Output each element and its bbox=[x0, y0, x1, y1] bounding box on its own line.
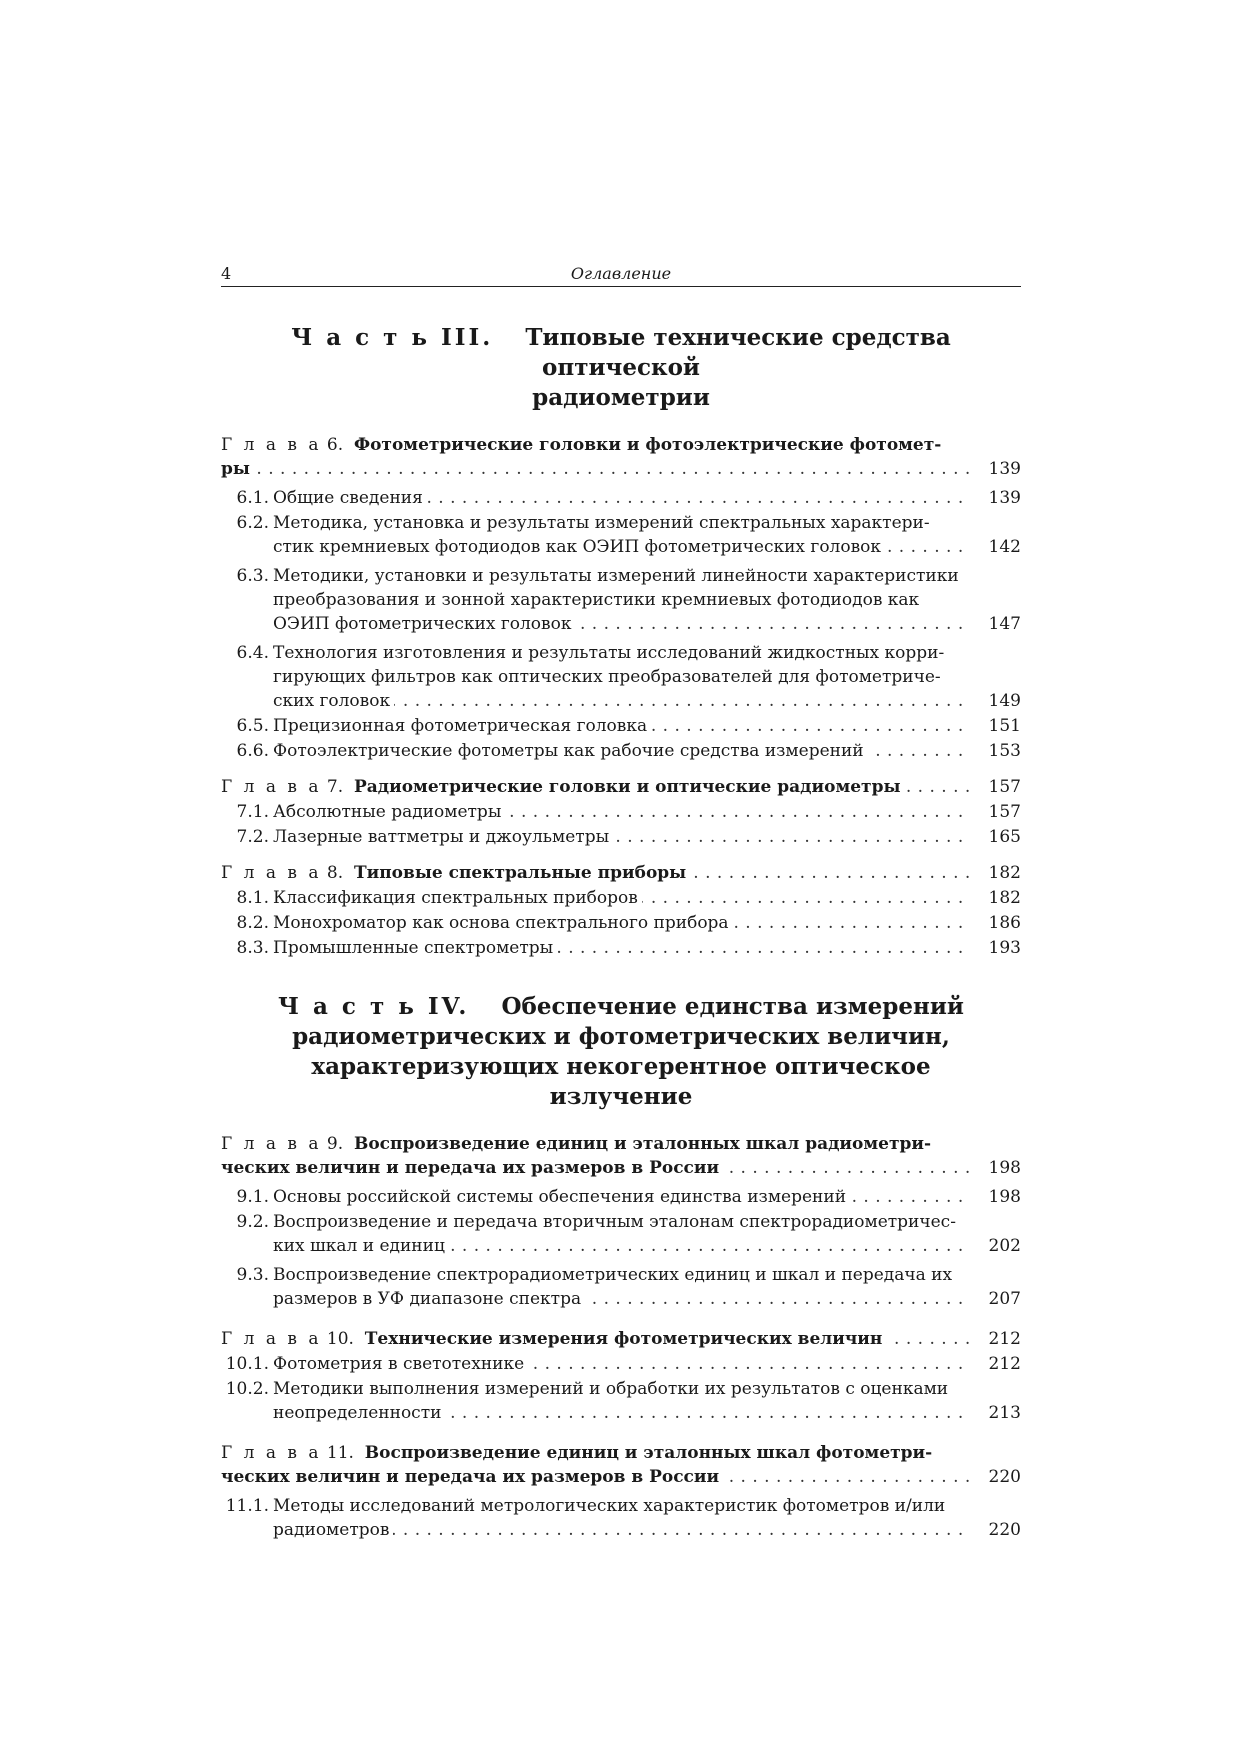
page-ref: 212 bbox=[988, 1354, 1021, 1374]
section-title-line: преобразования и зонной характеристики кремниевых фотодиодов как bbox=[273, 590, 920, 610]
chapter-title-line: Воспроизведение единиц и эталонных шкал радиометри- bbox=[353, 1134, 932, 1154]
section-title-line: ких шкал и единиц bbox=[273, 1236, 449, 1256]
page-ref: 139 bbox=[988, 488, 1021, 508]
chapter-title: Технические измерения фотометрических величин bbox=[364, 1329, 883, 1349]
chapter-label: Г л а в а bbox=[221, 777, 322, 797]
section-6-4[interactable] bbox=[221, 641, 1021, 713]
section-title-line: Методы исследований метрологических характеристик фотометров и/или bbox=[273, 1496, 946, 1516]
section-title: Фотоэлектрические фотометры как рабочие средства измерений bbox=[273, 741, 868, 761]
chapter-11[interactable] bbox=[221, 1441, 1021, 1489]
section-8-3[interactable] bbox=[221, 936, 1021, 960]
section-7-1[interactable] bbox=[221, 800, 1021, 824]
chapter-6[interactable] bbox=[221, 433, 1021, 481]
chapter-label: Г л а в а bbox=[221, 1134, 322, 1154]
section-number: 10.1. bbox=[225, 1354, 269, 1374]
section-number: 7.2. bbox=[236, 827, 269, 847]
section-6-1[interactable] bbox=[221, 486, 1021, 510]
section-10-1[interactable] bbox=[221, 1352, 1021, 1376]
section-number: 6.1. bbox=[236, 488, 269, 508]
section-number: 6.2. bbox=[236, 513, 269, 533]
page-ref: 147 bbox=[988, 614, 1021, 634]
part-title-line: радиометрии bbox=[532, 384, 710, 411]
page-ref: 149 bbox=[988, 691, 1021, 711]
page-ref: 213 bbox=[988, 1403, 1021, 1423]
chapter-9[interactable] bbox=[221, 1132, 1021, 1180]
chapter-8[interactable] bbox=[221, 861, 1021, 885]
page-ref: 157 bbox=[988, 802, 1021, 822]
section-title-line: ских головок bbox=[273, 691, 394, 711]
section-11-1[interactable] bbox=[221, 1494, 1021, 1542]
section-number: 6.5. bbox=[236, 716, 269, 736]
section-number: 8.1. bbox=[236, 888, 269, 908]
chapter-title-line: ры bbox=[221, 459, 254, 479]
chapter-title: Типовые спектральные приборы bbox=[353, 863, 687, 883]
chapter-label: Г л а в а bbox=[221, 1329, 322, 1349]
page-ref: 139 bbox=[988, 459, 1021, 479]
section-title: Промышленные спектрометры bbox=[273, 938, 557, 958]
toc-page bbox=[221, 262, 1021, 1542]
section-9-3[interactable] bbox=[221, 1263, 1021, 1311]
section-10-2[interactable] bbox=[221, 1377, 1021, 1425]
section-title-line: Методики выполнения измерений и обработки их результатов с оценками bbox=[273, 1379, 949, 1399]
section-title-line: гирующих фильтров как оптических преобразователей для фотометриче- bbox=[273, 667, 941, 687]
section-title: Основы российской системы обеспечения единства измерений bbox=[273, 1187, 850, 1207]
chapter-label: Г л а в а bbox=[221, 435, 322, 455]
part-title-line: Типовые технические средства оптической bbox=[525, 324, 951, 381]
section-title: Лазерные ваттметры и джоульметры bbox=[273, 827, 613, 847]
section-8-2[interactable] bbox=[221, 911, 1021, 935]
part-title-line: радиометрических и фотометрических величин, bbox=[292, 1023, 950, 1050]
section-number: 10.2. bbox=[225, 1379, 269, 1399]
chapter-number: 11. bbox=[326, 1443, 354, 1463]
part-3-heading bbox=[251, 323, 991, 413]
page-ref: 182 bbox=[988, 888, 1021, 908]
chapter-title-line: Фотометрические головки и фотоэлектрические фотомет- bbox=[353, 435, 942, 455]
section-number: 9.3. bbox=[236, 1265, 269, 1285]
chapter-label: Г л а в а bbox=[221, 1443, 322, 1463]
part-4-heading bbox=[251, 992, 991, 1112]
section-title-line: радиометров bbox=[273, 1520, 393, 1540]
chapter-number: 9. bbox=[326, 1134, 344, 1154]
section-number: 6.3. bbox=[236, 566, 269, 586]
page-ref: 220 bbox=[988, 1520, 1021, 1540]
page-ref: 165 bbox=[988, 827, 1021, 847]
section-title-line: Методика, установка и результаты измерений спектральных характери- bbox=[273, 513, 930, 533]
part-label: Ч а с т ь IV. bbox=[278, 993, 470, 1020]
page-ref: 198 bbox=[988, 1158, 1021, 1178]
section-number: 8.3. bbox=[236, 938, 269, 958]
section-6-2[interactable] bbox=[221, 511, 1021, 559]
page-ref: 157 bbox=[988, 777, 1021, 797]
section-title-line: размеров в УФ диапазоне спектра bbox=[273, 1289, 585, 1309]
section-8-1[interactable] bbox=[221, 886, 1021, 910]
section-number: 8.2. bbox=[236, 913, 269, 933]
section-title-line: Технология изготовления и результаты исследований жидкостных корри- bbox=[273, 643, 945, 663]
section-number: 9.1. bbox=[236, 1187, 269, 1207]
part-label: Ч а с т ь III. bbox=[291, 324, 494, 351]
section-title-line: стик кремниевых фотодиодов как ОЭИП фотометрических головок bbox=[273, 537, 885, 557]
page-ref: 212 bbox=[988, 1329, 1021, 1349]
section-6-6[interactable] bbox=[221, 739, 1021, 763]
chapter-title: Радиометрические головки и оптические радиометры bbox=[353, 777, 901, 797]
section-title: Монохроматор как основа спектрального прибора bbox=[273, 913, 733, 933]
chapter-10[interactable] bbox=[221, 1327, 1021, 1351]
section-title: Прецизионная фотометрическая головка bbox=[273, 716, 651, 736]
section-title-line: Воспроизведение спектрорадиометрических единиц и шкал и передача их bbox=[273, 1265, 953, 1285]
page-ref: 151 bbox=[988, 716, 1021, 736]
section-6-3[interactable] bbox=[221, 564, 1021, 636]
section-number: 6.4. bbox=[236, 643, 269, 663]
section-title-line: Воспроизведение и передача вторичным эталонам спектрорадиометричес- bbox=[273, 1212, 956, 1232]
chapter-title-line: ческих величин и передача их размеров в России bbox=[221, 1467, 723, 1487]
page-ref: 193 bbox=[988, 938, 1021, 958]
section-7-2[interactable] bbox=[221, 825, 1021, 849]
chapter-number: 10. bbox=[326, 1329, 354, 1349]
page-ref: 198 bbox=[988, 1187, 1021, 1207]
page-ref: 153 bbox=[988, 741, 1021, 761]
section-title-line: Методики, установки и результаты измерений линейности характеристики bbox=[273, 566, 959, 586]
running-title: Оглавление bbox=[570, 264, 672, 283]
section-9-1[interactable] bbox=[221, 1185, 1021, 1209]
chapter-number: 6. bbox=[326, 435, 344, 455]
page-number: 4 bbox=[221, 264, 232, 283]
chapter-label: Г л а в а bbox=[221, 863, 322, 883]
section-title: Фотометрия в светотехнике bbox=[273, 1354, 528, 1374]
chapter-7[interactable] bbox=[221, 775, 1021, 799]
page-ref: 207 bbox=[988, 1289, 1021, 1309]
chapter-title-line: Воспроизведение единиц и эталонных шкал фотометри- bbox=[364, 1443, 933, 1463]
section-title: Классификация спектральных приборов bbox=[273, 888, 642, 908]
page-ref: 202 bbox=[988, 1236, 1021, 1256]
section-9-2[interactable] bbox=[221, 1210, 1021, 1258]
section-number: 11.1. bbox=[225, 1496, 269, 1516]
chapter-number: 7. bbox=[326, 777, 344, 797]
section-6-5[interactable] bbox=[221, 714, 1021, 738]
section-title-line: ОЭИП фотометрических головок bbox=[273, 614, 575, 634]
page-ref: 186 bbox=[988, 913, 1021, 933]
page-ref: 142 bbox=[988, 537, 1021, 557]
page-ref: 220 bbox=[988, 1467, 1021, 1487]
section-title: Абсолютные радиометры bbox=[273, 802, 505, 822]
page-ref: 182 bbox=[988, 863, 1021, 883]
section-number: 9.2. bbox=[236, 1212, 269, 1232]
section-title-line: неопределенности bbox=[273, 1403, 445, 1423]
section-number: 6.6. bbox=[236, 741, 269, 761]
section-title: Общие сведения bbox=[273, 488, 427, 508]
section-number: 7.1. bbox=[236, 802, 269, 822]
running-head bbox=[221, 262, 1021, 287]
chapter-number: 8. bbox=[326, 863, 344, 883]
part-title-line: Обеспечение единства измерений bbox=[501, 993, 964, 1020]
chapter-title-line: ческих величин и передача их размеров в России bbox=[221, 1158, 723, 1178]
part-title-line: характеризующих некогерентное оптическое излучение bbox=[311, 1053, 931, 1110]
